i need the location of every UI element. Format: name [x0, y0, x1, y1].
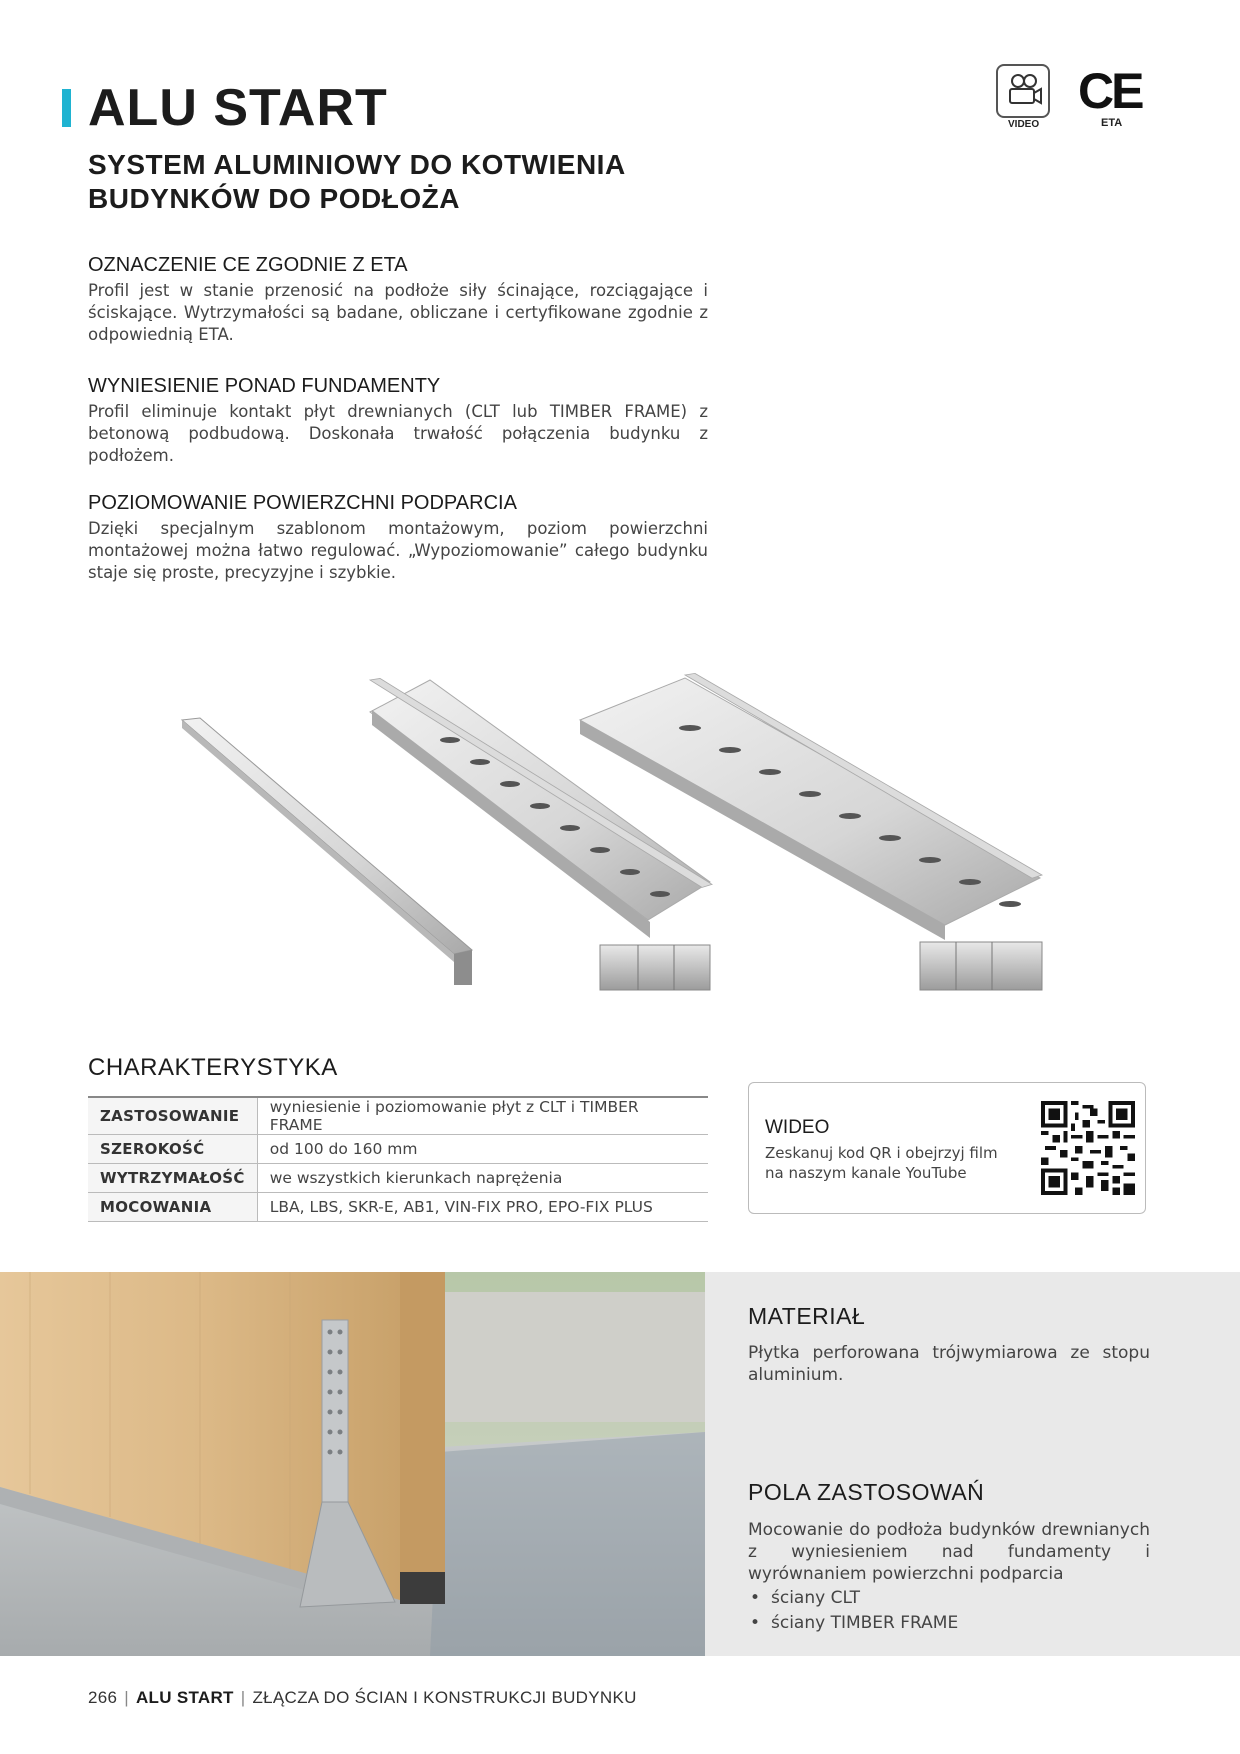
ce-mark-icon: CE	[1078, 63, 1142, 119]
table-row	[88, 1193, 708, 1222]
footer-category: ZŁĄCZA DO ŚCIAN I KONSTRUKCJI BUDYNKU	[252, 1688, 637, 1707]
characteristics-table	[88, 1096, 708, 1222]
footer-product: ALU START	[135, 1688, 234, 1707]
feature-section-leveling	[88, 492, 708, 584]
video-camera-icon	[1006, 72, 1044, 108]
table-key: SZEROKOŚĆ	[88, 1135, 257, 1164]
feature-heading: WYNIESIENIE PONAD FUNDAMENTY	[88, 375, 441, 397]
video-box	[748, 1082, 1146, 1214]
table-value: wyniesienie i poziomowanie płyt z CLT i TIMBER FRAME	[257, 1097, 708, 1135]
product-image	[150, 620, 1070, 1000]
table-key: ZASTOSOWANIE	[88, 1097, 257, 1135]
page-title: ALU START	[88, 79, 388, 137]
video-description: Zeskanuj kod QR i obejrzyj film na naszym kanale YouTube	[765, 1144, 998, 1182]
table-key: MOCOWANIA	[88, 1193, 257, 1222]
characteristics-title: CHARAKTERYSTYKA	[88, 1054, 338, 1081]
page-number: 266	[88, 1688, 118, 1707]
table-row	[88, 1097, 708, 1135]
feature-text: Dzięki specjalnym szablonom montażowym, poziom powierzchni montażowej można łatwo regulować. „Wypoziomowanie” całego budynku staje się proste, precyzyjne i szybkie.	[88, 519, 708, 582]
info-panel	[705, 1272, 1240, 1656]
feature-heading: POZIOMOWANIE POWIERZCHNI PODPARCIA	[88, 492, 517, 514]
applications-heading: POLA ZASTOSOWAŃ	[748, 1479, 985, 1505]
feature-section-elevation	[88, 375, 708, 467]
table-row	[88, 1135, 708, 1164]
qr-code-icon[interactable]	[1041, 1101, 1135, 1195]
table-row	[88, 1164, 708, 1193]
ce-eta-label: ETA	[1101, 117, 1123, 129]
applications-text: Mocowanie do podłoża budynków drewnianych z wyniesieniem nad fundamenty i wyrównaniem powierzchni podparcia	[748, 1520, 1150, 1584]
table-key: WYTRZYMAŁOŚĆ	[88, 1164, 257, 1193]
video-badge-label: VIDEO	[1008, 119, 1040, 130]
feature-section-ce	[88, 254, 708, 346]
material-text: Płytka perforowana trójwymiarowa ze stopu aluminium.	[748, 1343, 1150, 1385]
title-accent-bar	[62, 89, 71, 127]
page-subtitle: SYSTEM ALUMINIOWY DO KOTWIENIA BUDYNKÓW DO PODŁOŻA	[88, 149, 625, 214]
applications-list	[748, 1586, 958, 1636]
installation-photo	[0, 1272, 705, 1656]
table-value: od 100 do 160 mm	[257, 1135, 708, 1164]
page-footer: 266 | ALU START | ZŁĄCZA DO ŚCIAN I KONSTRUKCJI BUDYNKU	[88, 1688, 637, 1707]
video-title: WIDEO	[765, 1117, 830, 1138]
material-heading: MATERIAŁ	[748, 1303, 866, 1329]
table-value: we wszystkich kierunkach naprężenia	[257, 1164, 708, 1193]
list-item: • ściany CLT	[748, 1586, 958, 1611]
video-badge[interactable]	[996, 64, 1050, 118]
feature-text: Profil jest w stanie przenosić na podłoże siły ścinające, rozciągające i ściskające. Wytrzymałości są badane, obliczane i certyfikowane zgodnie z odpowiednią ETA.	[88, 281, 708, 344]
feature-text: Profil eliminuje kontakt płyt drewnianych (CLT lub TIMBER FRAME) z betonową podbudową. Doskonała trwałość połączenia budynku z podłożem.	[88, 402, 708, 465]
table-value: LBA, LBS, SKR-E, AB1, VIN-FIX PRO, EPO-FIX PLUS	[257, 1193, 708, 1222]
list-item: • ściany TIMBER FRAME	[748, 1611, 958, 1636]
feature-heading: OZNACZENIE CE ZGODNIE Z ETA	[88, 254, 408, 276]
